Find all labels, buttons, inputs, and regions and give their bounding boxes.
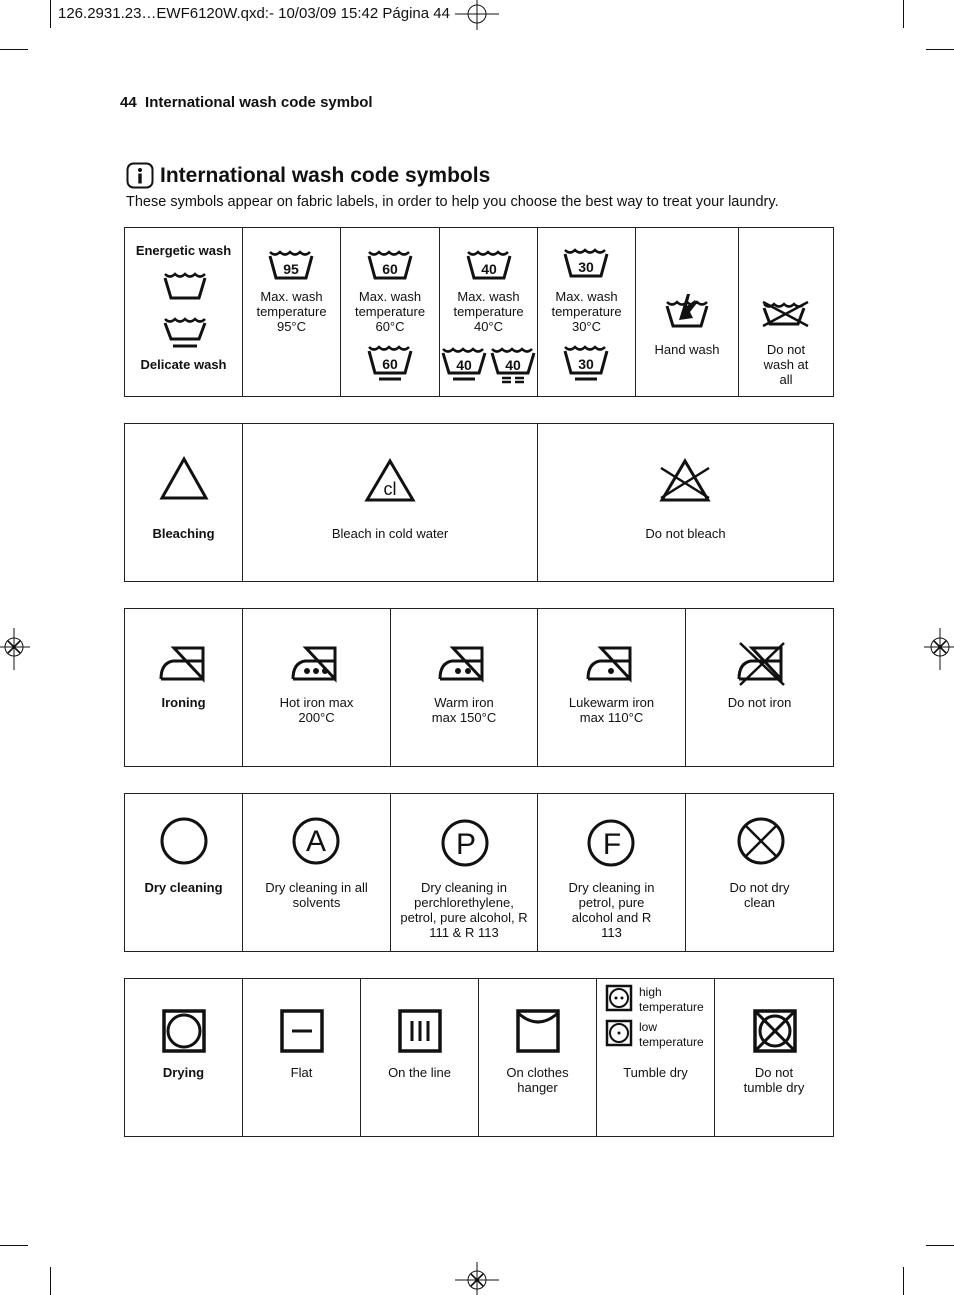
wash-30-delicate-icon bbox=[563, 345, 609, 383]
dry-hanger-cell bbox=[479, 979, 597, 1137]
dry-flat-label: Flat bbox=[290, 1065, 313, 1080]
bleach-cl-icon bbox=[364, 458, 416, 502]
do-not-dry-clean-label: Do not dry clean bbox=[729, 880, 790, 910]
dry-hanger-icon bbox=[516, 1009, 560, 1053]
do-not-bleach-icon bbox=[659, 458, 711, 502]
print-slug: 126.2931.23…EWF6120W.qxd:- 10/03/09 15:42 Página 44 bbox=[58, 5, 450, 22]
wash-40-very-delicate-icon bbox=[490, 347, 536, 383]
do-not-iron-label: Do not iron bbox=[727, 695, 792, 710]
lukewarm-iron-cell bbox=[538, 609, 686, 767]
wash-95-label: Max. wash temperature 95°C bbox=[256, 289, 327, 334]
hot-iron-label: Hot iron max 200°C bbox=[279, 695, 354, 725]
section-title bbox=[126, 162, 490, 190]
dry-hanger-label: On clothes hanger bbox=[506, 1065, 569, 1095]
bleach-cold-cell bbox=[243, 424, 538, 582]
warm-iron-cell bbox=[391, 609, 538, 767]
drying-header-cell bbox=[125, 979, 243, 1137]
do-not-iron-icon bbox=[736, 641, 788, 687]
lukewarm-iron-icon bbox=[586, 645, 634, 683]
tumble-high-label: high temperature bbox=[639, 985, 704, 1014]
do-not-bleach-label: Do not bleach bbox=[645, 526, 726, 541]
dry-cleaning-header-cell bbox=[125, 794, 243, 952]
hand-wash-label: Hand wash bbox=[654, 342, 720, 357]
do-not-wash-label: Do not wash at all bbox=[763, 342, 809, 387]
wash-30-label: Max. wash temperature 30°C bbox=[551, 289, 622, 334]
wash-tub-delicate-icon bbox=[163, 317, 207, 349]
dry-clean-p-cell bbox=[391, 794, 538, 952]
bleaching-label: Bleaching bbox=[152, 526, 215, 541]
wash-30-cell bbox=[538, 228, 636, 397]
wash-30-temp: 30 bbox=[578, 259, 594, 275]
wash-60-delicate-icon bbox=[367, 345, 413, 383]
drying-label: Drying bbox=[162, 1065, 205, 1080]
wash-60-icon bbox=[367, 250, 413, 280]
wash-95-cell bbox=[243, 228, 341, 397]
wash-40-label: Max. wash temperature 40°C bbox=[453, 289, 524, 334]
energetic-wash-label: Energetic wash bbox=[135, 243, 232, 258]
dry-clean-f-letter: F bbox=[602, 828, 622, 861]
do-not-bleach-cell bbox=[538, 424, 834, 582]
wash-60-temp: 60 bbox=[382, 261, 398, 277]
page-header-title: International wash code symbol bbox=[145, 94, 373, 111]
bleaching-table bbox=[124, 423, 834, 582]
dry-cleaning-label: Dry cleaning bbox=[144, 880, 223, 895]
do-not-wash-icon bbox=[761, 300, 811, 328]
delicate-wash-label: Delicate wash bbox=[140, 357, 227, 372]
dry-clean-p-label: Dry cleaning in perchlorethylene, petrol, pure alcohol, R 111 & R 113 bbox=[400, 880, 528, 940]
bleach-triangle-icon bbox=[159, 456, 209, 500]
dry-clean-a-cell bbox=[243, 794, 391, 952]
ironing-label: Ironing bbox=[161, 695, 206, 710]
dry-clean-f-cell bbox=[538, 794, 686, 952]
hot-iron-cell bbox=[243, 609, 391, 767]
lukewarm-iron-label: Lukewarm iron max 110°C bbox=[568, 695, 655, 725]
info-icon bbox=[126, 162, 154, 190]
registration-target-icon bbox=[455, 0, 499, 30]
tumble-dry-cell bbox=[597, 979, 715, 1137]
dry-clean-a-letter: A bbox=[305, 825, 327, 858]
bleach-cl-mark: cl bbox=[383, 479, 397, 499]
wash-60-delicate-temp: 60 bbox=[382, 356, 398, 372]
wash-40-delicate-temp: 40 bbox=[456, 357, 472, 373]
dry-clean-f-icon bbox=[586, 818, 636, 868]
hand-wash-cell bbox=[636, 228, 739, 397]
page-header bbox=[120, 94, 373, 111]
washing-table bbox=[124, 227, 834, 397]
bleach-cold-label: Bleach in cold water bbox=[331, 526, 449, 541]
wash-95-icon bbox=[268, 250, 314, 280]
ironing-table bbox=[124, 608, 834, 767]
registration-target-icon bbox=[455, 1262, 499, 1295]
wash-tub-icon bbox=[163, 272, 207, 302]
wash-40-delicate-icon bbox=[441, 347, 487, 383]
wash-40-cell bbox=[440, 228, 538, 397]
dry-clean-p-icon bbox=[440, 818, 490, 868]
page-title: International wash code symbols bbox=[160, 164, 491, 187]
dry-clean-f-label: Dry cleaning in petrol, pure alcohol and R 113 bbox=[568, 880, 655, 940]
warm-iron-label: Warm iron max 150°C bbox=[431, 695, 497, 725]
warm-iron-icon bbox=[438, 645, 486, 683]
dry-flat-icon bbox=[280, 1009, 324, 1053]
iron-icon bbox=[159, 645, 207, 683]
wash-40-icon bbox=[466, 250, 512, 280]
do-not-wash-cell bbox=[739, 228, 834, 397]
drying-square-icon bbox=[162, 1009, 206, 1053]
dry-line-label: On the line bbox=[388, 1065, 451, 1080]
drying-table bbox=[124, 978, 834, 1137]
do-not-tumble-cell bbox=[715, 979, 834, 1137]
tumble-low-label: low temperature bbox=[639, 1020, 704, 1049]
dry-line-icon bbox=[398, 1009, 442, 1053]
wash-40-temp: 40 bbox=[481, 261, 497, 277]
wash-40-very-delicate-temp: 40 bbox=[505, 357, 521, 373]
dry-line-cell bbox=[361, 979, 479, 1137]
do-not-iron-cell bbox=[686, 609, 834, 767]
do-not-tumble-icon bbox=[752, 1008, 798, 1054]
dry-clean-a-icon bbox=[291, 816, 341, 866]
hand-wash-icon bbox=[665, 290, 711, 330]
tumble-low-icon bbox=[605, 1019, 633, 1047]
do-not-dry-clean-icon bbox=[736, 816, 786, 866]
bleaching-header-cell bbox=[125, 424, 243, 582]
do-not-dry-clean-cell bbox=[686, 794, 834, 952]
ironing-header-cell bbox=[125, 609, 243, 767]
dry-flat-cell bbox=[243, 979, 361, 1137]
tumble-dry-label: Tumble dry bbox=[623, 1065, 688, 1080]
wash-60-cell bbox=[341, 228, 440, 397]
hot-iron-icon bbox=[291, 645, 339, 683]
dry-clean-a-label: Dry cleaning in all solvents bbox=[265, 880, 368, 910]
tumble-high-icon bbox=[605, 984, 633, 1012]
dry-clean-p-letter: P bbox=[455, 828, 477, 861]
page-number: 44 bbox=[120, 94, 137, 111]
dry-clean-circle-icon bbox=[159, 816, 209, 866]
dry-cleaning-table bbox=[124, 793, 834, 952]
wash-95-temp: 95 bbox=[283, 261, 299, 277]
subtitle: These symbols appear on fabric labels, in order to help you choose the best way to treat your laundry. bbox=[126, 194, 779, 210]
wash-30-icon bbox=[563, 248, 609, 278]
washing-header-cell bbox=[125, 228, 243, 397]
wash-60-label: Max. wash temperature 60°C bbox=[354, 289, 426, 334]
wash-30-delicate-temp: 30 bbox=[578, 356, 594, 372]
do-not-tumble-label: Do not tumble dry bbox=[743, 1065, 805, 1095]
